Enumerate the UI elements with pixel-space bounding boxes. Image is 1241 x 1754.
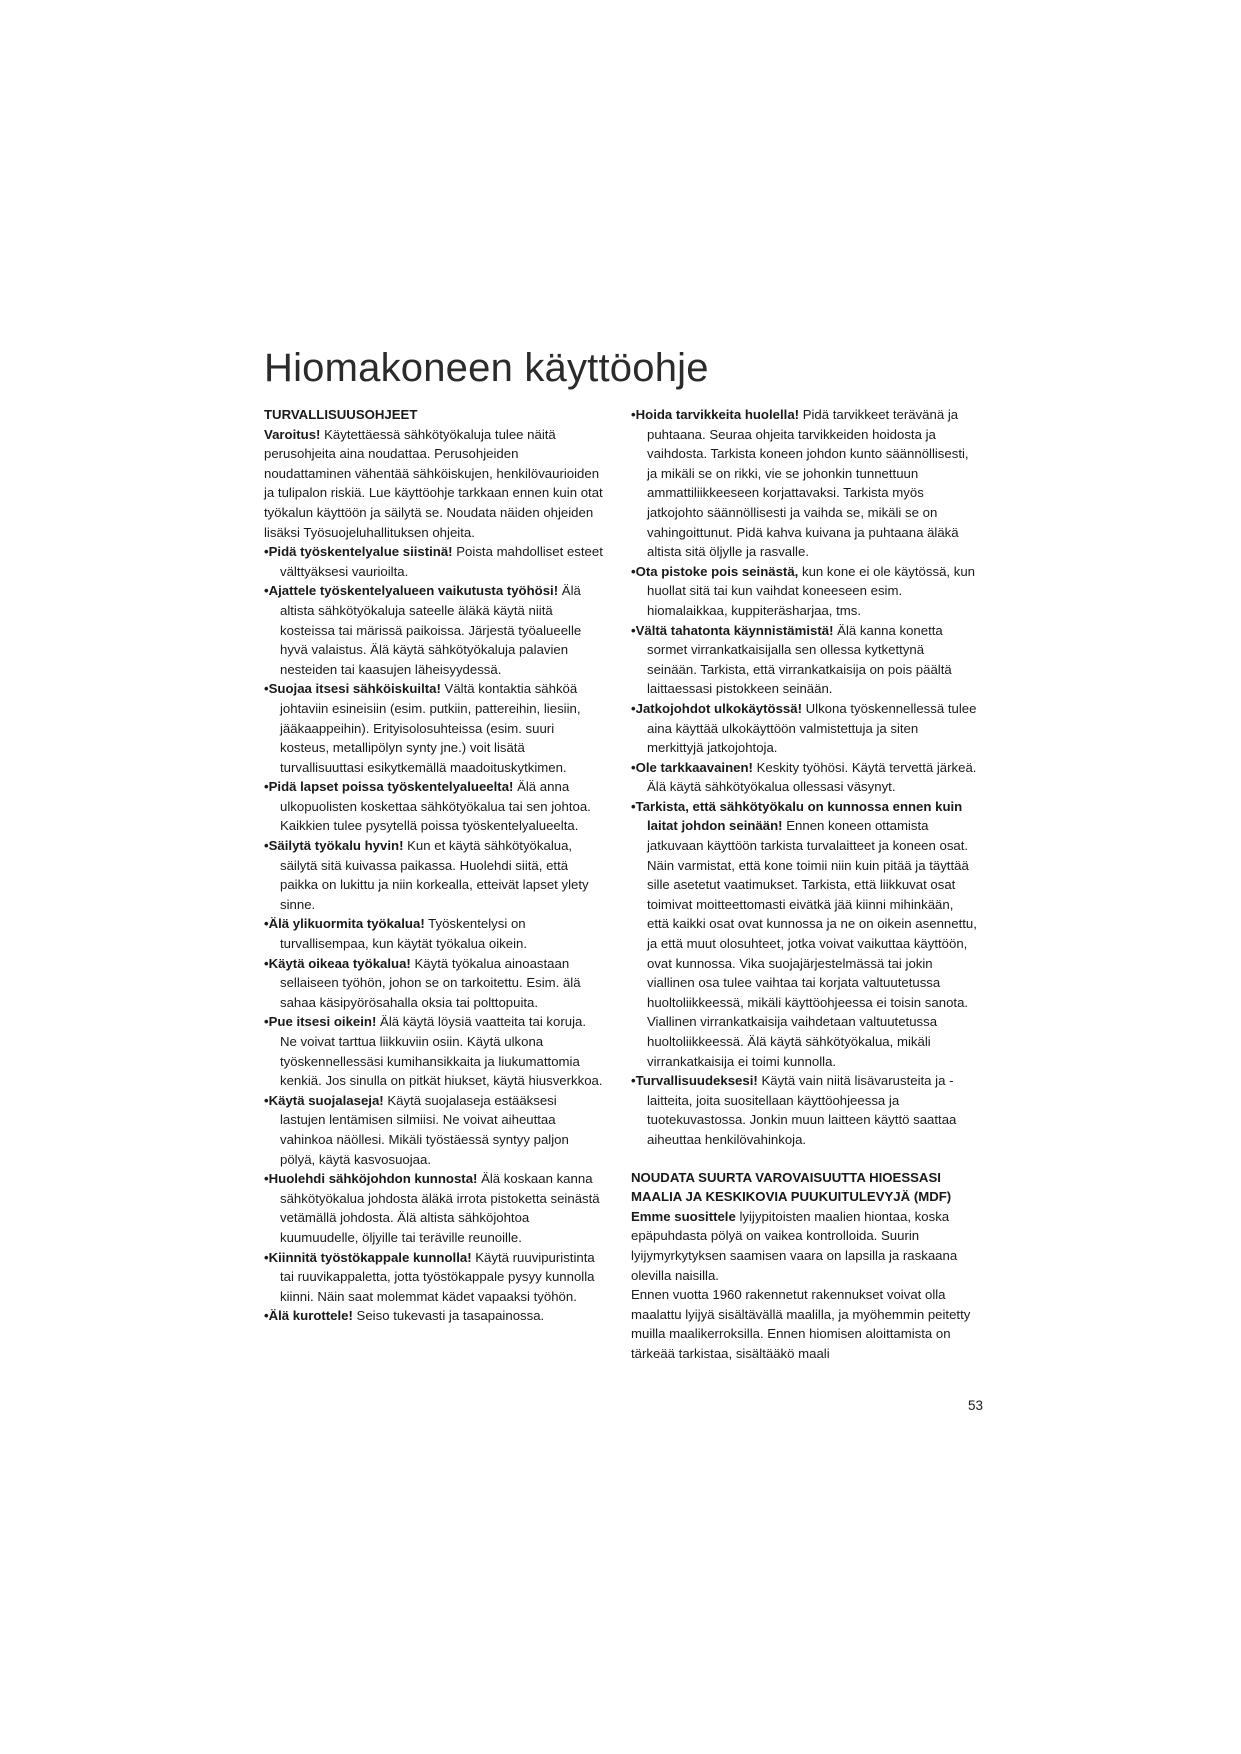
item-text: Käytä työkalua ainoastaan sellaiseen työhön, johon se on tarkoitettu. Esim. älä sahaa käsipyörösahalla oksia tai polttopuita. — [280, 955, 581, 1010]
item-text: kun kone ei ole käytössä, kun huollat sitä tai kun vaihdat koneeseen esim. hiomalaikkaa, kuppiteräsharjaa, tms. — [647, 563, 976, 618]
item-text: Ennen koneen ottamista jatkuvaan käyttöön tarkista turvalaitteet ja koneen osat. Näin varmistat, että kone toimii niin kuin pitää ja täyttää sille asetetut vaatimukset. Tarkista, että liikkuvat osat toimivat moitteettomasti eivätkä jää kiinni mihinkään, että kaikki osat ovat kunnossa ja ne on oikein asennettu, ja että muut olosuhteet, jotka voivat vaikuttaa käyttöön, ovat kunnossa. Vika suojajärjestelmässä tai jokin viallinen osa tulee vaihtaa tai korjata valtuutetussa huoltoliikkeessä, mikäli käyttöohjeessa ei toisin sanota. Viallinen virrankatkaisija vaihdetaan valtuutetussa huoltoliikkeessä. Älä käytä sähkötyökalua, mikäli virrankatkaisija ei toimi kunnolla. — [647, 818, 977, 1069]
sanding-heading: NOUDATA SUURTA VAROVAISUUTTA HIOESSASI MAALIA JA KESKIKOVIA PUUKUITULEVYJÄ (MDF) — [631, 1169, 952, 1205]
list-item — [631, 699, 977, 758]
item-lead: •Jatkojohdot ulkokäytössä! — [631, 700, 802, 716]
item-text: Keskity työhösi. Käytä tervettä järkeä. Älä käytä sähkötyökalua ollessasi väsynyt. — [647, 759, 977, 795]
list-item — [264, 836, 604, 914]
list-item — [264, 1169, 604, 1247]
item-lead: •Pidä työskentelyalue siistinä! — [264, 544, 453, 560]
warning-lead: Varoitus! — [264, 426, 321, 442]
item-lead: •Ota pistoke pois seinästä, — [631, 563, 799, 579]
item-lead: •Ole tarkkaavainen! — [631, 759, 753, 775]
item-lead: •Pue itsesi oikein! — [264, 1014, 377, 1030]
item-lead: •Säilytä työkalu hyvin! — [264, 838, 404, 854]
item-text: Pidä tarvikkeet terävänä ja puhtaana. Seuraa ohjeita tarvikkeiden hoidosta ja vaihdosta. Tarkista koneen johdon kunto säännöllisesti, ja mikäli se on rikki, vie se johonkin tunnettuun ammattiliikkeeseen korjattavaksi. Tarkista myös jatkojohto säännöllisesti ja vaihda se, mikäli se on vahingoittunut. Pidä kahva kuivana ja puhtaana äläkä altista sitä öljylle ja rasvalle. — [647, 407, 969, 560]
item-text: Käytä vain niitä lisävarusteita ja -laitteita, joita suositellaan käyttöohjeessa ja tuotekuvastossa. Jonkin muun laitteen käyttö saattaa aiheuttaa henkilövahinkoja. — [647, 1073, 957, 1147]
list-item — [264, 1248, 604, 1307]
right-column — [631, 405, 977, 1364]
warning-text: Käytettäessä sähkötyökaluja tulee näitä perusohjeita aina noudattaa. Perusohjeiden noudattaminen vähentää sähköiskujen, henkilövaurioiden ja tulipalon riskiä. Lue käyttöohje tarkkaan ennen kuin otat työkalun käyttöön ja säilytä se. Noudata näiden ohjeiden lisäksi Työsuojeluhallituksen ohjeita. — [264, 426, 603, 540]
item-lead: •Käytä suojalaseja! — [264, 1092, 384, 1108]
item-text: Ulkona työskennellessä tulee aina käyttää ulkokäyttöön valmistettuja ja siten merkittyjä jatkojohtoja. — [647, 700, 977, 756]
warning-paragraph — [264, 425, 604, 543]
item-text: Älä käytä löysiä vaatteita tai koruja. Ne voivat tarttua liikkuviin osiin. Käytä ulkona työskennellessäsi kumihansikkaita ja liukumattomia kenkiä. Jos sinulla on pitkät hiukset, käytä hiusverkkoa. — [280, 1014, 603, 1089]
item-lead: •Pidä lapset poissa työskentelyalueelta! — [264, 779, 514, 795]
list-item — [631, 621, 977, 699]
sanding-text: lyijypitoisten maalien hiontaa, koska epäpuhdasta pölyä on vaikea kontrolloida. Suurin lyijymyrkytyksen saamisen vaara on lapsilla ja raskaana olevilla naisilla. — [631, 1208, 958, 1283]
list-item — [264, 1012, 604, 1090]
list-item — [631, 562, 977, 621]
item-text: Käytä ruuvipuristinta tai ruuvikappaletta, jotta työstökappale pysyy kunnolla kiinni. Näin saat molemmat kädet vapaaksi työhön. — [280, 1249, 595, 1304]
item-lead: •Hoida tarvikkeita huolella! — [631, 407, 800, 422]
item-text: Seiso tukevasti ja tasapainossa. — [352, 1308, 545, 1324]
item-text: Älä koskaan kanna sähkötyökalua johdosta äläkä irrota pistoketta seinästä vetämällä johdosta. Älä altista sähköjohtoa kuumuudelle, öljyille tai teräville reunoille. — [280, 1171, 600, 1245]
safety-heading: TURVALLISUUSOHJEET — [264, 407, 418, 422]
sanding-paragraph — [631, 1207, 977, 1285]
list-item — [631, 1071, 977, 1149]
item-lead: •Kiinnitä työstökappale kunnolla! — [264, 1249, 472, 1265]
list-item — [264, 542, 604, 581]
list-item — [264, 777, 604, 836]
list-item — [264, 1091, 604, 1169]
list-item — [264, 1306, 604, 1326]
item-lead: •Suojaa itsesi sähköiskuilta! — [264, 681, 441, 697]
item-lead: •Älä kurottele! — [264, 1308, 353, 1324]
item-text: Älä altista sähkötyökaluja sateelle äläkä käytä niitä kosteissa tai märissä paikoissa. Järjestä työalueelle hyvä valaistus. Älä käytä sähkötyökaluja palavien nesteiden tai kaasujen läheisyydessä. — [280, 583, 582, 677]
item-lead: •Huolehdi sähköjohdon kunnosta! — [264, 1171, 478, 1187]
item-lead: •Tarkista, että sähkötyökalu on kunnossa ennen kuin laitat johdon seinään! — [631, 798, 963, 834]
list-item — [264, 679, 604, 777]
list-item — [631, 758, 977, 797]
sanding-lead: Emme suosittele — [631, 1208, 736, 1224]
list-item — [264, 954, 604, 1013]
item-text: Työskentelysi on turvallisempaa, kun käytät työkalua oikein. — [280, 916, 528, 952]
item-text: Vältä kontaktia sähköä johtaviin esineisiin (esim. putkiin, pattereihin, liesiin, jääkaappeihin). Erityisolosuhteissa (esim. suuri kosteus, metallipölyn synty jne.) voit lisätä turvallisuuttasi esikytkemällä maadoituskytkimen. — [280, 681, 581, 775]
list-item — [631, 405, 977, 562]
item-lead: •Ajattele työskentelyalueen vaikutusta työhösi! — [264, 583, 559, 599]
item-text: Kun et käytä sähkötyökalua, säilytä sitä kuivassa paikassa. Huolehdi siitä, että paikka on lukittu ja niin korkealla, etteivät lapset ylety sinne. — [280, 838, 589, 912]
item-text: Poista mahdolliset esteet välttyäksesi vaurioilta. — [280, 544, 603, 579]
item-lead: •Älä ylikuormita työkalua! — [264, 916, 425, 932]
left-column — [264, 405, 604, 1326]
list-item — [264, 914, 604, 953]
paint-paragraph: Ennen vuotta 1960 rakennetut rakennukset voivat olla maalattu lyijyä sisältävällä maalilla, ja myöhemmin peitetty muilla maalikerroksilla. Ennen hiomisen aloittamista on tärkeää tarkistaa, sisältääkö maali — [631, 1287, 971, 1361]
item-text: Käytä suojalaseja estääksesi lastujen lentämisen silmiisi. Ne voivat aiheuttaa vahinkoa näöllesi. Mikäli työstäessä syntyy paljon pölyä, käytä kasvosuojaa. — [280, 1092, 569, 1167]
item-lead: •Turvallisuudeksesi! — [631, 1073, 758, 1089]
item-text: Älä anna ulkopuolisten koskettaa sähkötyökalua tai sen johtoa. Kaikkien tulee pysytellä poissa työskentelyalueelta. — [280, 779, 591, 834]
item-lead: •Käytä oikeaa työkalua! — [264, 955, 411, 971]
list-item — [631, 797, 977, 1071]
item-lead: •Vältä tahatonta käynnistämistä! — [631, 622, 834, 638]
list-item — [264, 581, 604, 679]
page-title: Hiomakoneen käyttöohje — [264, 346, 709, 390]
page-number: 53 — [968, 1398, 984, 1413]
item-text: Älä kanna konetta sormet virrankatkaisijalla sen ollessa kytkettynä seinään. Tarkista, että virrankatkaisija on pois päältä laittaessasi pistokkeen seinään. — [647, 622, 952, 697]
